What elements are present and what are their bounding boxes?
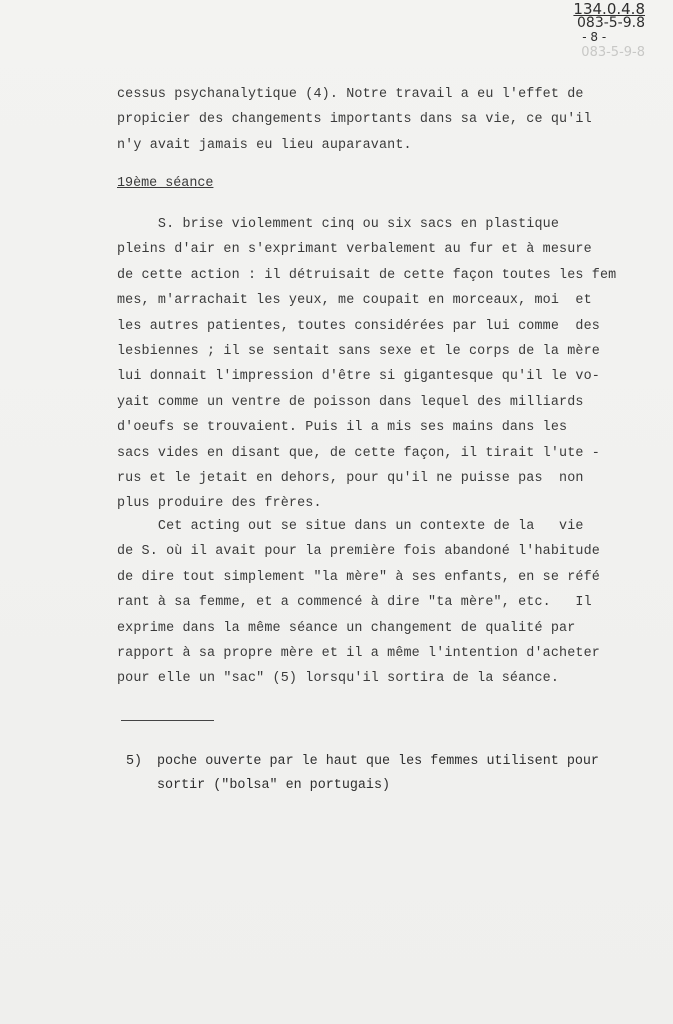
text-line: mes, m'arrachait les yeux, me coupait en morceaux, moi et [117, 293, 592, 309]
text-line: n'y avait jamais eu lieu auparavant. [117, 137, 412, 153]
footnote-text: poche ouverte par le haut que les femmes utilisent pour [157, 754, 599, 769]
text-line: pour elle un "sac" (5) lorsqu'il sortira de la séance. [117, 671, 560, 687]
text-line: pleins d'air en s'exprimant verbalement au fur et à mesure [117, 242, 592, 258]
intro-paragraph [117, 82, 617, 158]
footnote [126, 750, 626, 798]
text-line: rapport à sa propre mère et il a même l'intention d'acheter [117, 645, 600, 661]
footnote-line [126, 750, 626, 774]
text-line: de dire tout simplement "la mère" à ses enfants, en se réfé [117, 569, 600, 585]
text-line: rus et le jetait en dehors, pour qu'il ne puisse pas non [117, 470, 584, 486]
text-line: propicier des changements importants dans sa vie, ce qu'il [117, 112, 592, 128]
archive-ref-stamp: 083-5-9-8 [581, 45, 645, 60]
text-line: exprime dans la même séance un changement de qualité par [117, 620, 576, 636]
archive-ref-secondary: 083-5-9.8 [577, 15, 645, 31]
text-line: les autres patientes, toutes considérées par lui comme des [117, 318, 600, 334]
text-line: de S. où il avait pour la première fois abandoné l'habitude [117, 544, 600, 560]
text-line: rant à sa femme, et a commencé à dire "ta mère", etc. Il [117, 595, 592, 611]
text-line: lesbiennes ; il se sentait sans sexe et le corps de la mère [117, 343, 600, 359]
footnote-line: sortir ("bolsa" en portugais) [157, 778, 391, 793]
text-line: Cet acting out se situe dans un contexte de la vie [117, 519, 584, 534]
text-line: de cette action : il détruisait de cette façon toutes les fem [117, 267, 617, 283]
text-line: yait comme un ventre de poisson dans lequel des milliards [117, 394, 584, 410]
paragraph-two [117, 514, 617, 692]
section-heading: 19ème séance [117, 176, 214, 191]
footnote-number: 5) [126, 754, 143, 769]
footnote-separator [121, 720, 214, 721]
paragraph-one [117, 212, 617, 517]
archive-ref-primary: 134.0.4.8 [573, 0, 645, 18]
text-line: lui donnait l'impression d'être si gigantesque qu'il le vo- [117, 369, 600, 385]
text-line: d'oeufs se trouvaient. Puis il a mis ses mains dans les [117, 420, 568, 436]
text-line: plus produire des frères. [117, 496, 322, 512]
page-number: - 8 - [582, 30, 607, 44]
text-line: S. brise violemment cinq ou six sacs en plastique [117, 217, 560, 232]
text-line: cessus psychanalytique (4). Notre travail a eu l'effet de [117, 87, 584, 102]
archive-reference [573, 2, 645, 60]
text-line: sacs vides en disant que, de cette façon, il tirait l'ute - [117, 445, 600, 461]
